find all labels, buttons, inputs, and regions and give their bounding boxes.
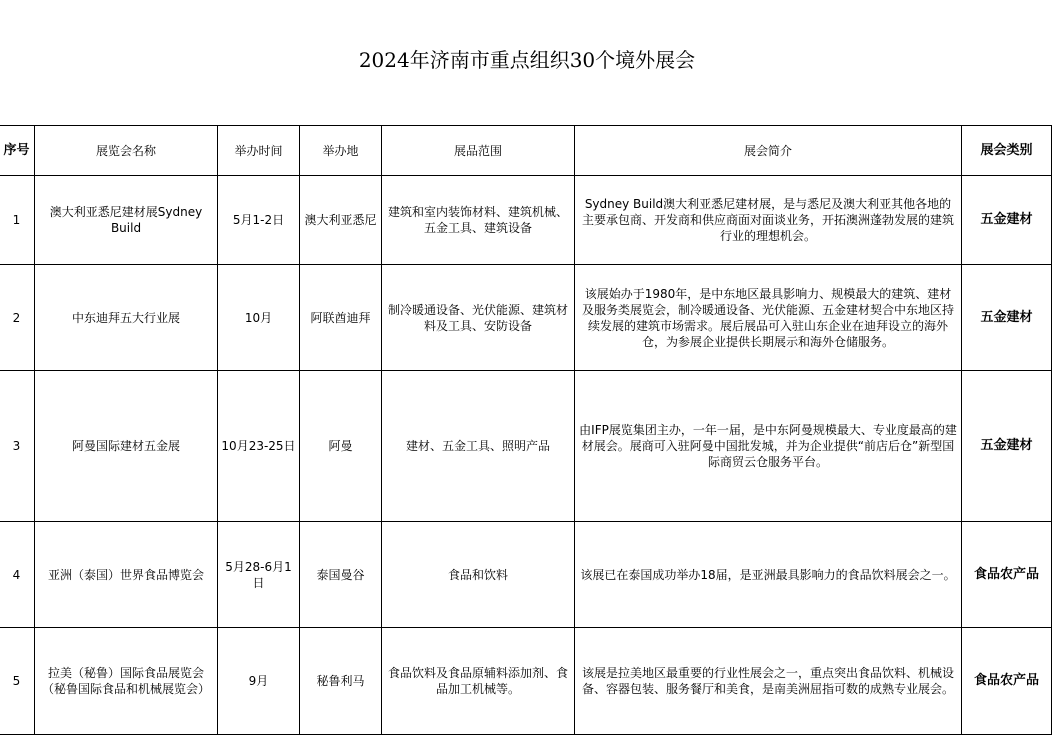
row-intro: Sydney Build澳大利亚悉尼建材展，是与悉尼及澳大利亚其他各地的主要承包商、开发商和供应商面对面谈业务，开拓澳洲蓬勃发展的建筑行业的理想机会。	[575, 176, 962, 265]
row-scope: 建筑和室内装饰材料、建筑机械、五金工具、建筑设备	[382, 176, 575, 265]
table-row	[0, 371, 1052, 522]
header-no: 序号	[0, 126, 35, 176]
row-time: 9月	[218, 628, 300, 735]
header-scope: 展品范围	[382, 126, 575, 176]
header-category: 展会类别	[962, 126, 1052, 176]
row-name: 澳大利亚悉尼建材展Sydney Build	[35, 176, 218, 265]
header-place: 举办地	[300, 126, 382, 176]
row-name: 中东迪拜五大行业展	[35, 265, 218, 371]
row-category: 食品农产品	[962, 522, 1052, 628]
row-time: 5月1-2日	[218, 176, 300, 265]
page-title: 2024年济南市重点组织30个境外展会	[358, 48, 696, 72]
row-no: 4	[0, 522, 35, 628]
row-intro: 该展始办于1980年，是中东地区最具影响力、规模最大的建筑、建材及服务类展览会，制冷暖通设备、光伏能源、五金建材契合中东地区持续发展的建筑市场需求。展后展品可入驻山东企业在迪拜设立的海外仓，为参展企业提供长期展示和海外仓储服务。	[575, 265, 962, 371]
row-category: 食品农产品	[962, 628, 1052, 735]
row-category: 五金建材	[962, 265, 1052, 371]
row-category: 五金建材	[962, 371, 1052, 522]
row-time: 10月	[218, 265, 300, 371]
table-row	[0, 176, 1052, 265]
row-name: 亚洲（泰国）世界食品博览会	[35, 522, 218, 628]
row-place: 阿联酋迪拜	[300, 265, 382, 371]
row-no: 3	[0, 371, 35, 522]
row-place: 泰国曼谷	[300, 522, 382, 628]
row-scope: 建材、五金工具、照明产品	[382, 371, 575, 522]
row-scope: 食品饮料及食品原辅料添加剂、食品加工机械等。	[382, 628, 575, 735]
row-no: 1	[0, 176, 35, 265]
row-intro: 由IFP展览集团主办，一年一届，是中东阿曼规模最大、专业度最高的建材展会。展商可入驻阿曼中国批发城，并为企业提供“前店后仓”新型国际商贸云仓服务平台。	[575, 371, 962, 522]
table-row	[0, 628, 1052, 735]
row-time: 5月28-6月1日	[218, 522, 300, 628]
row-name: 阿曼国际建材五金展	[35, 371, 218, 522]
row-name: 拉美（秘鲁）国际食品展览会（秘鲁国际食品和机械展览会）	[35, 628, 218, 735]
row-time: 10月23-25日	[218, 371, 300, 522]
row-no: 5	[0, 628, 35, 735]
row-place: 阿曼	[300, 371, 382, 522]
header-time: 举办时间	[218, 126, 300, 176]
exhibition-table	[0, 125, 1052, 735]
row-scope: 制冷暖通设备、光伏能源、建筑材料及工具、安防设备	[382, 265, 575, 371]
row-place: 秘鲁利马	[300, 628, 382, 735]
table-header-row	[0, 126, 1052, 176]
row-scope: 食品和饮料	[382, 522, 575, 628]
row-no: 2	[0, 265, 35, 371]
row-category: 五金建材	[962, 176, 1052, 265]
header-name: 展览会名称	[35, 126, 218, 176]
table-row	[0, 265, 1052, 371]
row-place: 澳大利亚悉尼	[300, 176, 382, 265]
header-intro: 展会简介	[575, 126, 962, 176]
row-intro: 该展已在泰国成功举办18届，是亚洲最具影响力的食品饮料展会之一。	[575, 522, 962, 628]
row-intro: 该展是拉美地区最重要的行业性展会之一，重点突出食品饮料、机械设备、容器包装、服务餐厅和美食，是南美洲屈指可数的成熟专业展会。	[575, 628, 962, 735]
table-row	[0, 522, 1052, 628]
